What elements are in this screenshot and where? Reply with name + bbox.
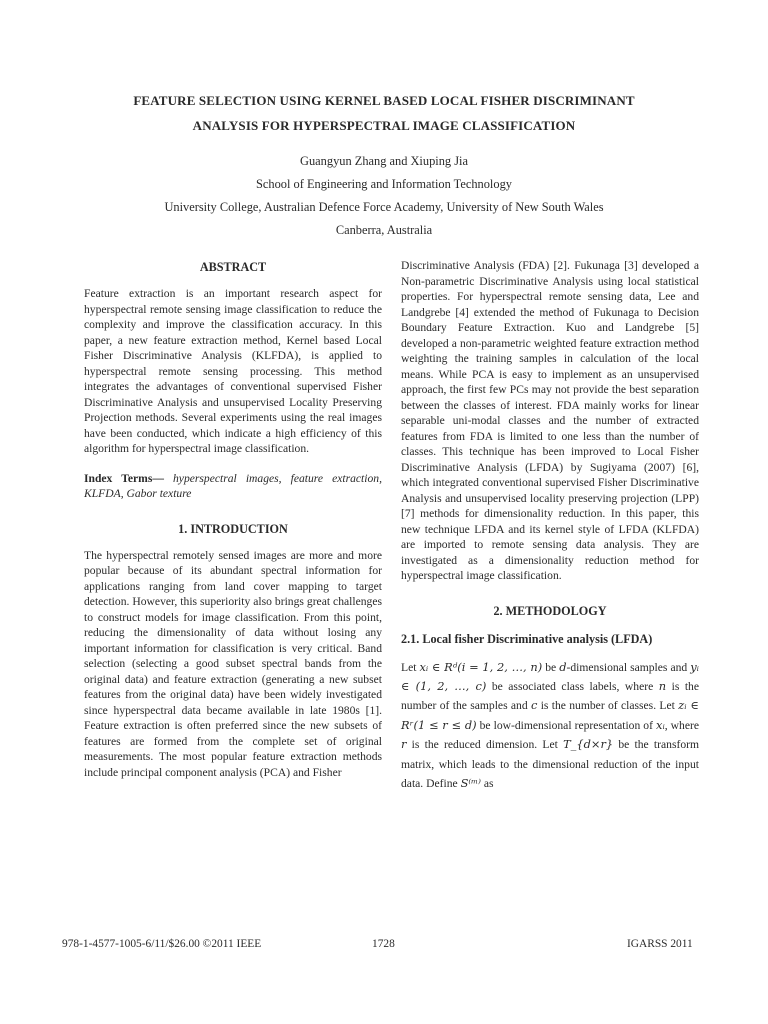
left-column <box>84 258 382 780</box>
affiliation-university: University College, Australian Defence Force Academy, University of New South Wales <box>164 200 604 214</box>
index-terms <box>84 471 382 502</box>
math-c: c <box>530 698 538 713</box>
title-line-1: FEATURE SELECTION USING KERNEL BASED LOCAL FISHER DISCRIMINANT <box>133 93 635 108</box>
math-s-m: S⁽ᵐ⁾ <box>460 775 481 790</box>
text-segment: be the transform matrix, which leads to the dimensional reduction of the input data. Define <box>401 738 699 790</box>
math-r: r <box>401 737 407 752</box>
text-segment: is the number of classes. Let <box>537 699 679 713</box>
math-xi-in-rd: xᵢ ∈ Rᵈ(i = 1, 2, …, n) <box>419 659 543 674</box>
subsection-heading-lfda: 2.1. Local fisher Discriminative analysis (LFDA) <box>401 631 653 646</box>
text-segment: is the number of the samples and <box>401 679 699 713</box>
text-segment: be low-dimensional representation of <box>476 718 657 732</box>
math-d: d <box>559 659 567 674</box>
methodology-heading: 2. METHODOLOGY <box>493 603 607 618</box>
footer-conference: IGARSS 2011 <box>627 938 693 950</box>
math-n: n <box>658 678 667 693</box>
footer-copyright: 978-1-4577-1005-6/11/$26.00 ©2011 IEEE <box>62 938 262 950</box>
math-transform-matrix: T_{d×r} <box>563 737 614 752</box>
index-terms-label: Index Terms— <box>84 471 164 485</box>
text-segment: is the reduced dimension. Let <box>406 738 564 752</box>
introduction-text: The hyperspectral remotely sensed images are more and more popular because of its abundant spectral information for applications ranging from land cover mapping to target detection. However, this superiority also brings great challenges to construct models for image classification. From this point, reducing the dimensionality of data without losing any important information for classification is very critical. Band selection (selecting a good subset spectral bands from the original data) and feature extraction (generating a new subset features from the original data) have been widely investigated since hyperspectral data became available in late 1980s [1]. Feature extraction is often preferred since the new subsets of features are formed from the complete set of original measurements. The most popular feature extraction methods include principal component analysis (PCA) and Fisher <box>84 548 382 779</box>
right-column <box>401 258 699 793</box>
affiliation-city: Canberra, Australia <box>335 223 433 237</box>
title-line-2: ANALYSIS FOR HYPERSPECTRAL IMAGE CLASSIFICATION <box>192 118 576 133</box>
index-terms-list: hyperspectral images, feature extraction, KLFDA, Gabor texture <box>84 471 382 500</box>
text-segment: -dimensional samples and <box>566 660 691 674</box>
footer-page-number: 1728 <box>372 938 395 950</box>
text-segment: Let <box>401 660 420 674</box>
abstract-text: Feature extraction is an important research aspect for hyperspectral remote sensing image classification to reduce the complexity and improve the classification accuracy. In this paper, a new feature extraction method, Kernel based Local Fisher Discriminative Analysis (KLFDA), is applied to hyperspectral remote sensing processing. This method integrates the advantages of conventional supervised Fisher Discriminative Analysis and unsupervised Locality Preserving Projection methods. Several experiments using the real images have been conducted, which indicate a high efficiency of this algorithm for hyperspectral image classification. <box>84 287 382 455</box>
introduction-continuation: Discriminative Analysis (FDA) [2]. Fukunaga [3] developed a Non-parametric Discriminative Analysis using local statistical properties. For hyperspectral remote sensing data, Lee and Landgrebe [4] extended the method of Fukunaga to Decision Boundary Feature Extraction. Kuo and Landgrebe [5] developed a non-parametric weighted feature extraction method weighting the training samples in calculation of the local means. While PCA is easy to implement as an unsupervised approach, the first few PCs may not provide the best separation between the classes of interest. FDA mainly works for linear separable uni-modal classes and the number of extracted features from FDA is limited to one less than the number of classes. This technique has been improved to Local Fisher Discriminative Analysis (LFDA) by Sugiyama (2007) [6], which integrated conventional supervised Fisher Discriminative Analysis and unsupervised locality preserving projection (LPP) [7] methods for dimensionality reduction. In this paper, this new technique LFDA and its kernel style of LFDA (KLFDA) are imported to remote sensing data analysis. They are investigated as a dimensionality reduction method for hyperspectral image classification. <box>401 259 699 582</box>
math-xi: xᵢ <box>656 717 665 732</box>
affiliation-school: School of Engineering and Information Technology <box>256 177 512 191</box>
text-segment: as <box>480 776 494 790</box>
math-zi-in-rr: zᵢ ∈ Rʳ(1 ≤ r ≤ d) <box>401 698 699 732</box>
text-segment: be associated class labels, where <box>486 679 659 693</box>
introduction-heading: 1. INTRODUCTION <box>178 521 288 536</box>
math-yi-labels: yᵢ ∈ (1, 2, …, c) <box>401 659 699 693</box>
text-segment: , where <box>664 718 700 732</box>
paper-title <box>60 88 708 138</box>
text-segment: be <box>542 660 560 674</box>
author-block <box>60 150 708 242</box>
lfda-definitions-text <box>401 658 699 794</box>
author-names: Guangyun Zhang and Xiuping Jia <box>300 154 468 168</box>
abstract-heading: ABSTRACT <box>199 260 267 274</box>
